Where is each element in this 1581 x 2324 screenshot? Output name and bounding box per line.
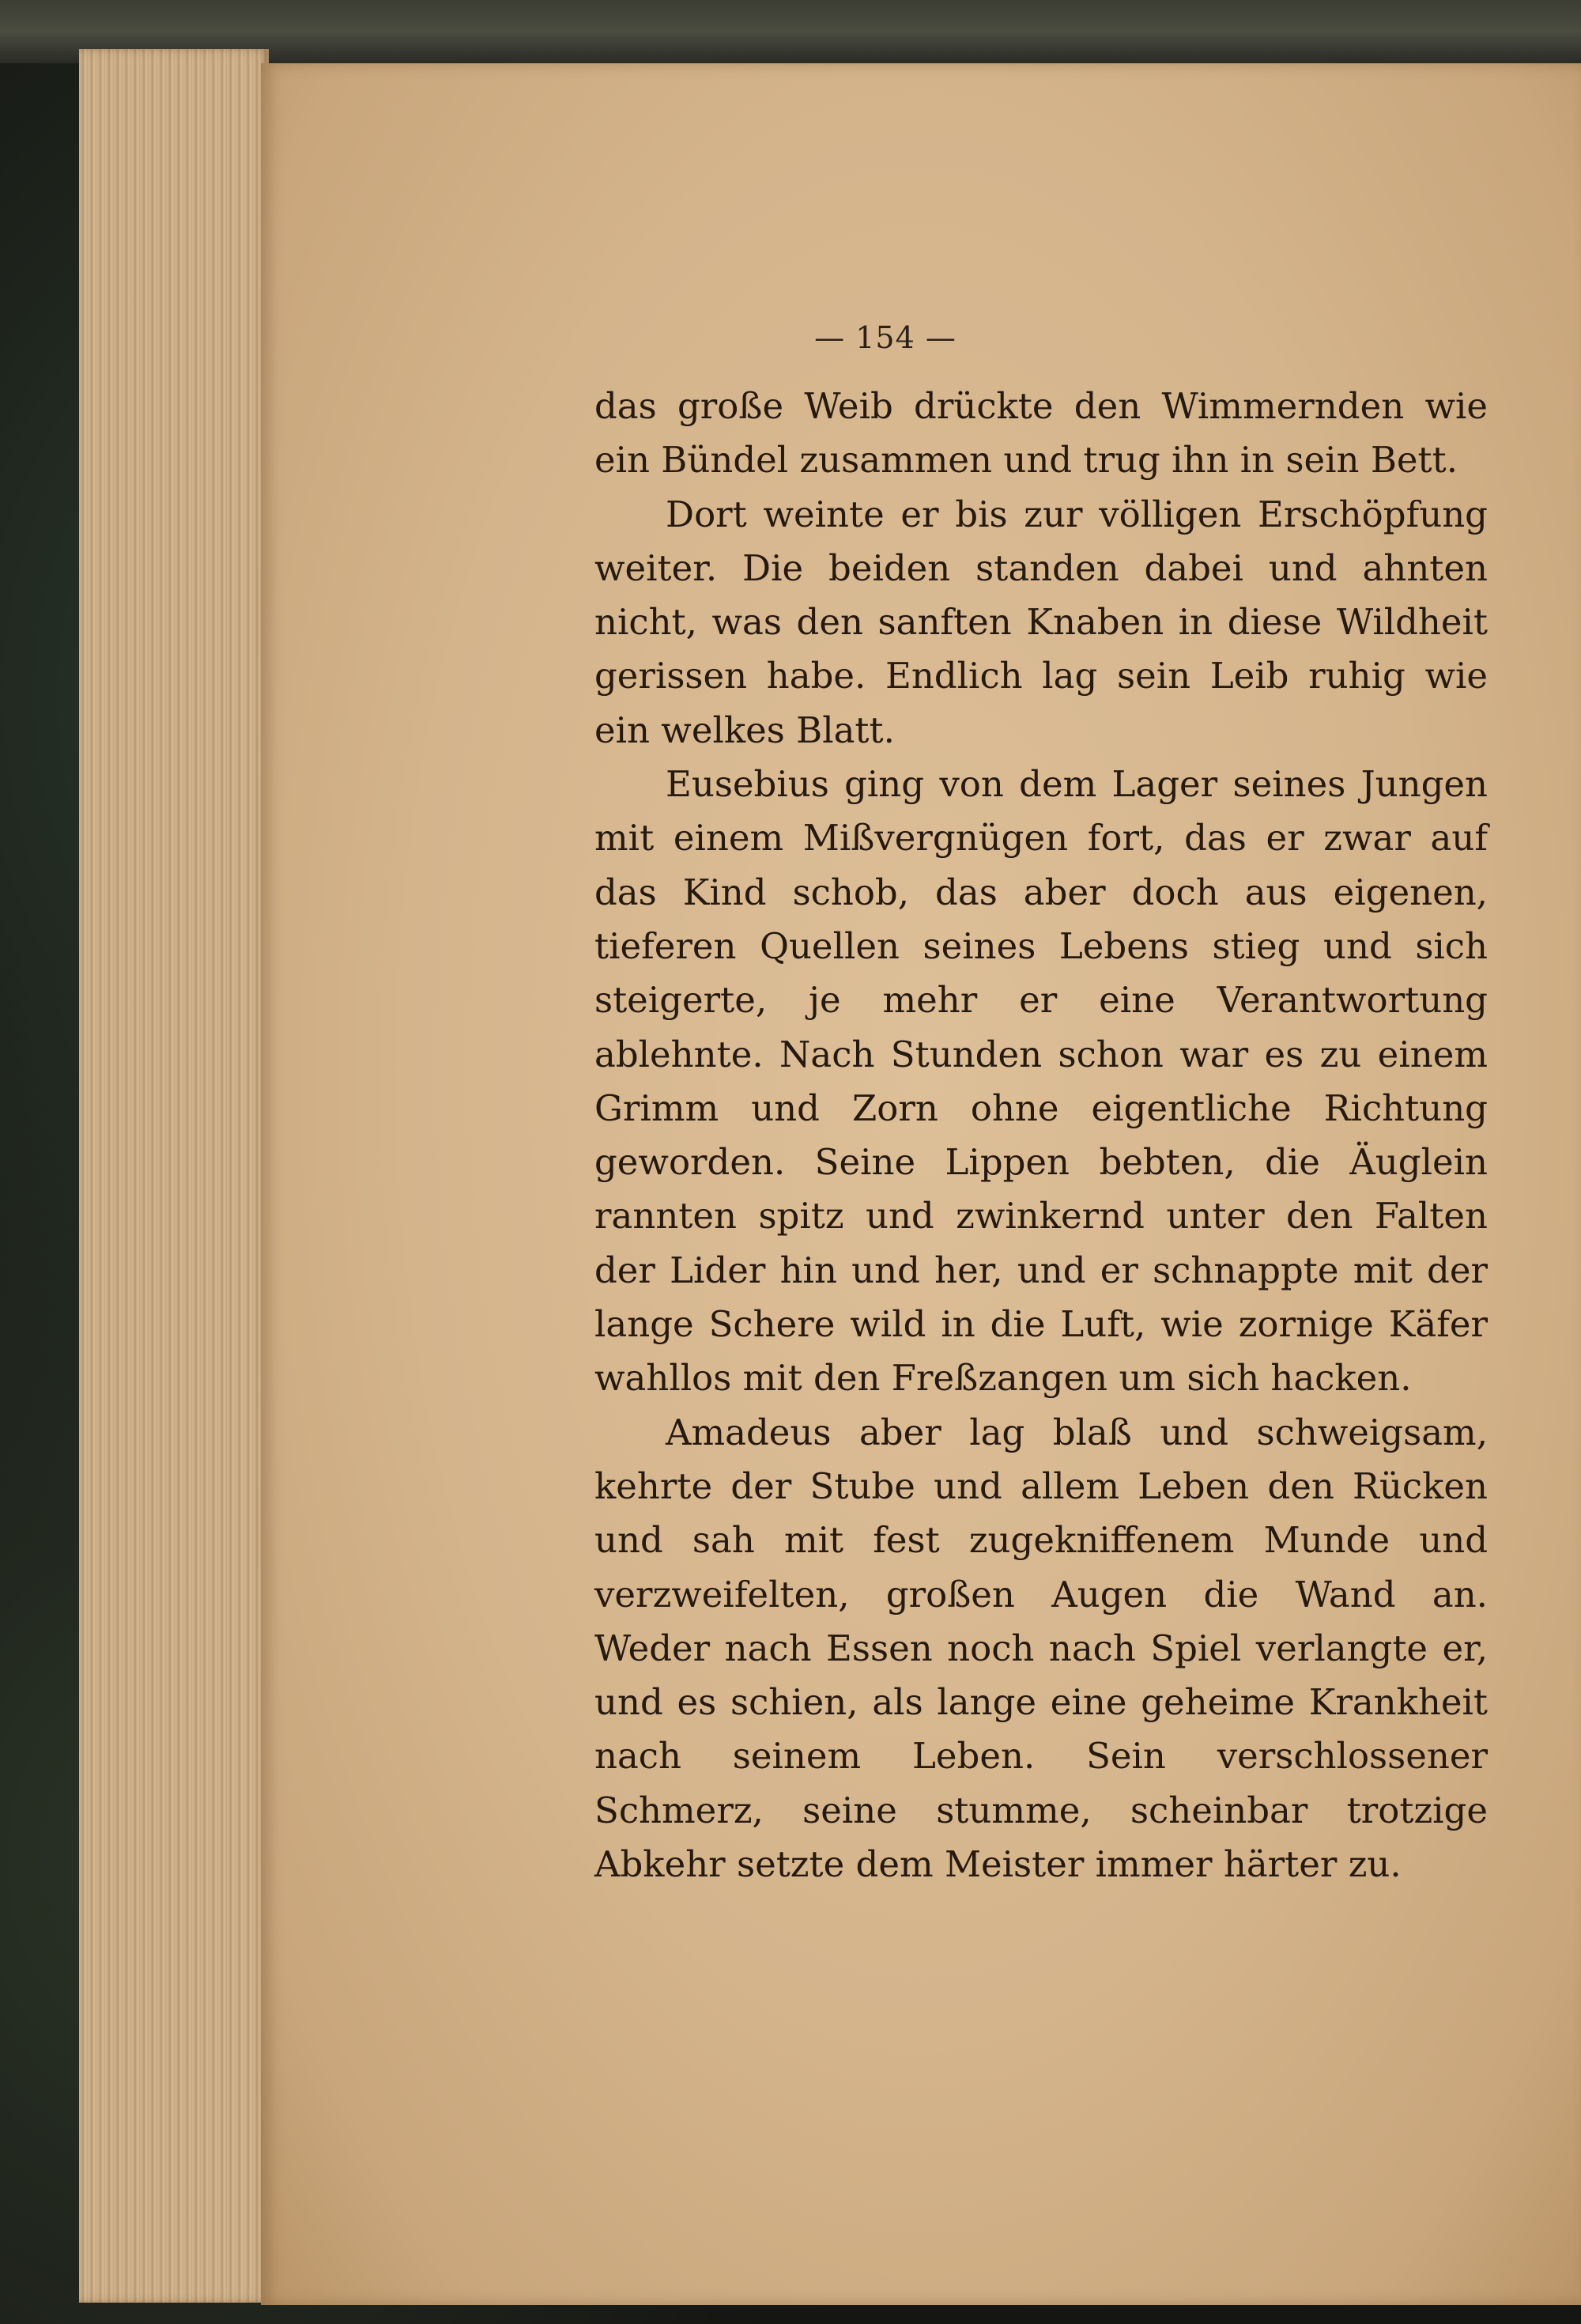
page-edges-stack (79, 49, 269, 2303)
paragraph-1: das große Weib drückte den Wimmernden wie ein Bündel zusammen und trug ihn in sein Bett. (594, 385, 1488, 482)
page-number: — 154 — (814, 320, 957, 355)
page-text-block (594, 380, 1488, 1891)
paragraph-2: Dort weinte er bis zur völligen Erschöpfung weiter. Die beiden standen dabei und ahnten nicht, was den sanften Knaben in diese Wildheit gerissen habe. Endlich lag sein Leib ruhig wie ein welkes Blatt. (594, 493, 1488, 751)
paragraph-3: Eusebius ging von dem Lager seines Jungen mit einem Mißvergnügen fort, das er zwar auf das Kind schob, das aber doch aus eigenen, tieferen Quellen seines Lebens stieg und sich steigerte, je mehr er eine Verantwortung ablehnte. Nach Stunden schon war es zu einem Grimm und Zorn ohne eigentliche Richtung geworden. Seine Lippen bebten, die Äuglein rannten spitz und zwinkernd unter den Falten der Lider hin und her, und er schnappte mit der lange Schere wild in die Luft, wie zornige Käfer wahllos mit den Freßzangen um sich hacken. (594, 763, 1488, 1400)
paragraph-4: Amadeus aber lag blaß und schweigsam, kehrte der Stube und allem Leben den Rücken und sah mit fest zugekniffenem Munde und verzweifelten, großen Augen die Wand an. Weder nach Essen noch nach Spiel verlangte er, und es schien, als lange eine geheime Krankheit nach seinem Leben. Sein verschlossener Schmerz, seine stumme, scheinbar trotzige Abkehr setzte dem Meister immer härter zu. (594, 1411, 1488, 1886)
